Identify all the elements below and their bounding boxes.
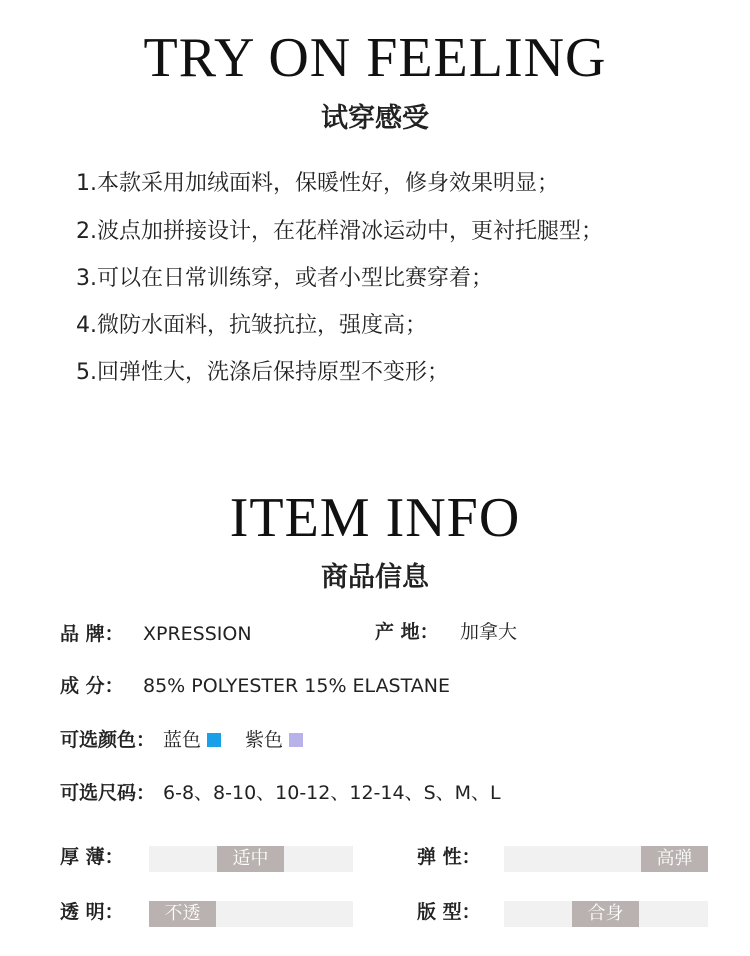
try-on-title-en: TRY ON FEELING: [143, 27, 607, 89]
thickness-label: 厚 薄：: [60, 846, 124, 868]
fit-indicator: 合身: [572, 901, 639, 927]
elasticity-indicator: 高弹: [641, 846, 708, 872]
sizes-value: 6-8、8-10、10-12、12-14、S、M、L: [163, 782, 501, 804]
thickness-indicator: 适中: [217, 846, 284, 872]
try-on-title-cn: 试穿感受: [321, 103, 429, 134]
origin-label: 产 地：: [375, 621, 439, 643]
color-name-purple: 紫色: [245, 729, 284, 751]
colors-label: 可选颜色：: [60, 729, 156, 751]
brand-label: 品 牌：: [60, 623, 124, 645]
feature-item-5: 5.回弹性大，洗涤后保持原型不变形；: [76, 360, 449, 385]
color-option-purple: [245, 729, 303, 751]
color-name-blue: 蓝色: [163, 729, 202, 751]
composition-value: 85% POLYESTER 15% ELASTANE: [143, 675, 450, 697]
item-info-title-cn: 商品信息: [321, 562, 429, 593]
elasticity-label: 弹 性：: [417, 846, 481, 868]
sizes-label: 可选尺码：: [60, 782, 156, 804]
color-options: [163, 731, 303, 750]
color-option-blue: [163, 729, 221, 751]
transparency-bar: [149, 901, 353, 927]
composition-label: 成 分：: [60, 675, 124, 697]
brand-value: XPRESSION: [143, 623, 252, 645]
feature-item-2: 2.波点加拼接设计，在花样滑冰运动中，更衬托腿型；: [76, 219, 603, 244]
feature-item-3: 3.可以在日常训练穿，或者小型比赛穿着；: [76, 266, 493, 291]
fit-bar: [504, 901, 708, 927]
feature-item-1: 1.本款采用加绒面料，保暖性好，修身效果明显；: [76, 171, 559, 196]
purple-swatch: [289, 733, 303, 747]
origin-value: 加拿大: [460, 621, 518, 643]
elasticity-bar: [504, 846, 708, 872]
transparency-label: 透 明：: [60, 901, 124, 923]
fit-label: 版 型：: [417, 901, 481, 923]
blue-swatch: [207, 733, 221, 747]
item-info-title-en: ITEM INFO: [229, 487, 521, 549]
thickness-bar: [149, 846, 353, 872]
feature-item-4: 4.微防水面料，抗皱抗拉，强度高；: [76, 313, 427, 338]
transparency-indicator: 不透: [149, 901, 216, 927]
